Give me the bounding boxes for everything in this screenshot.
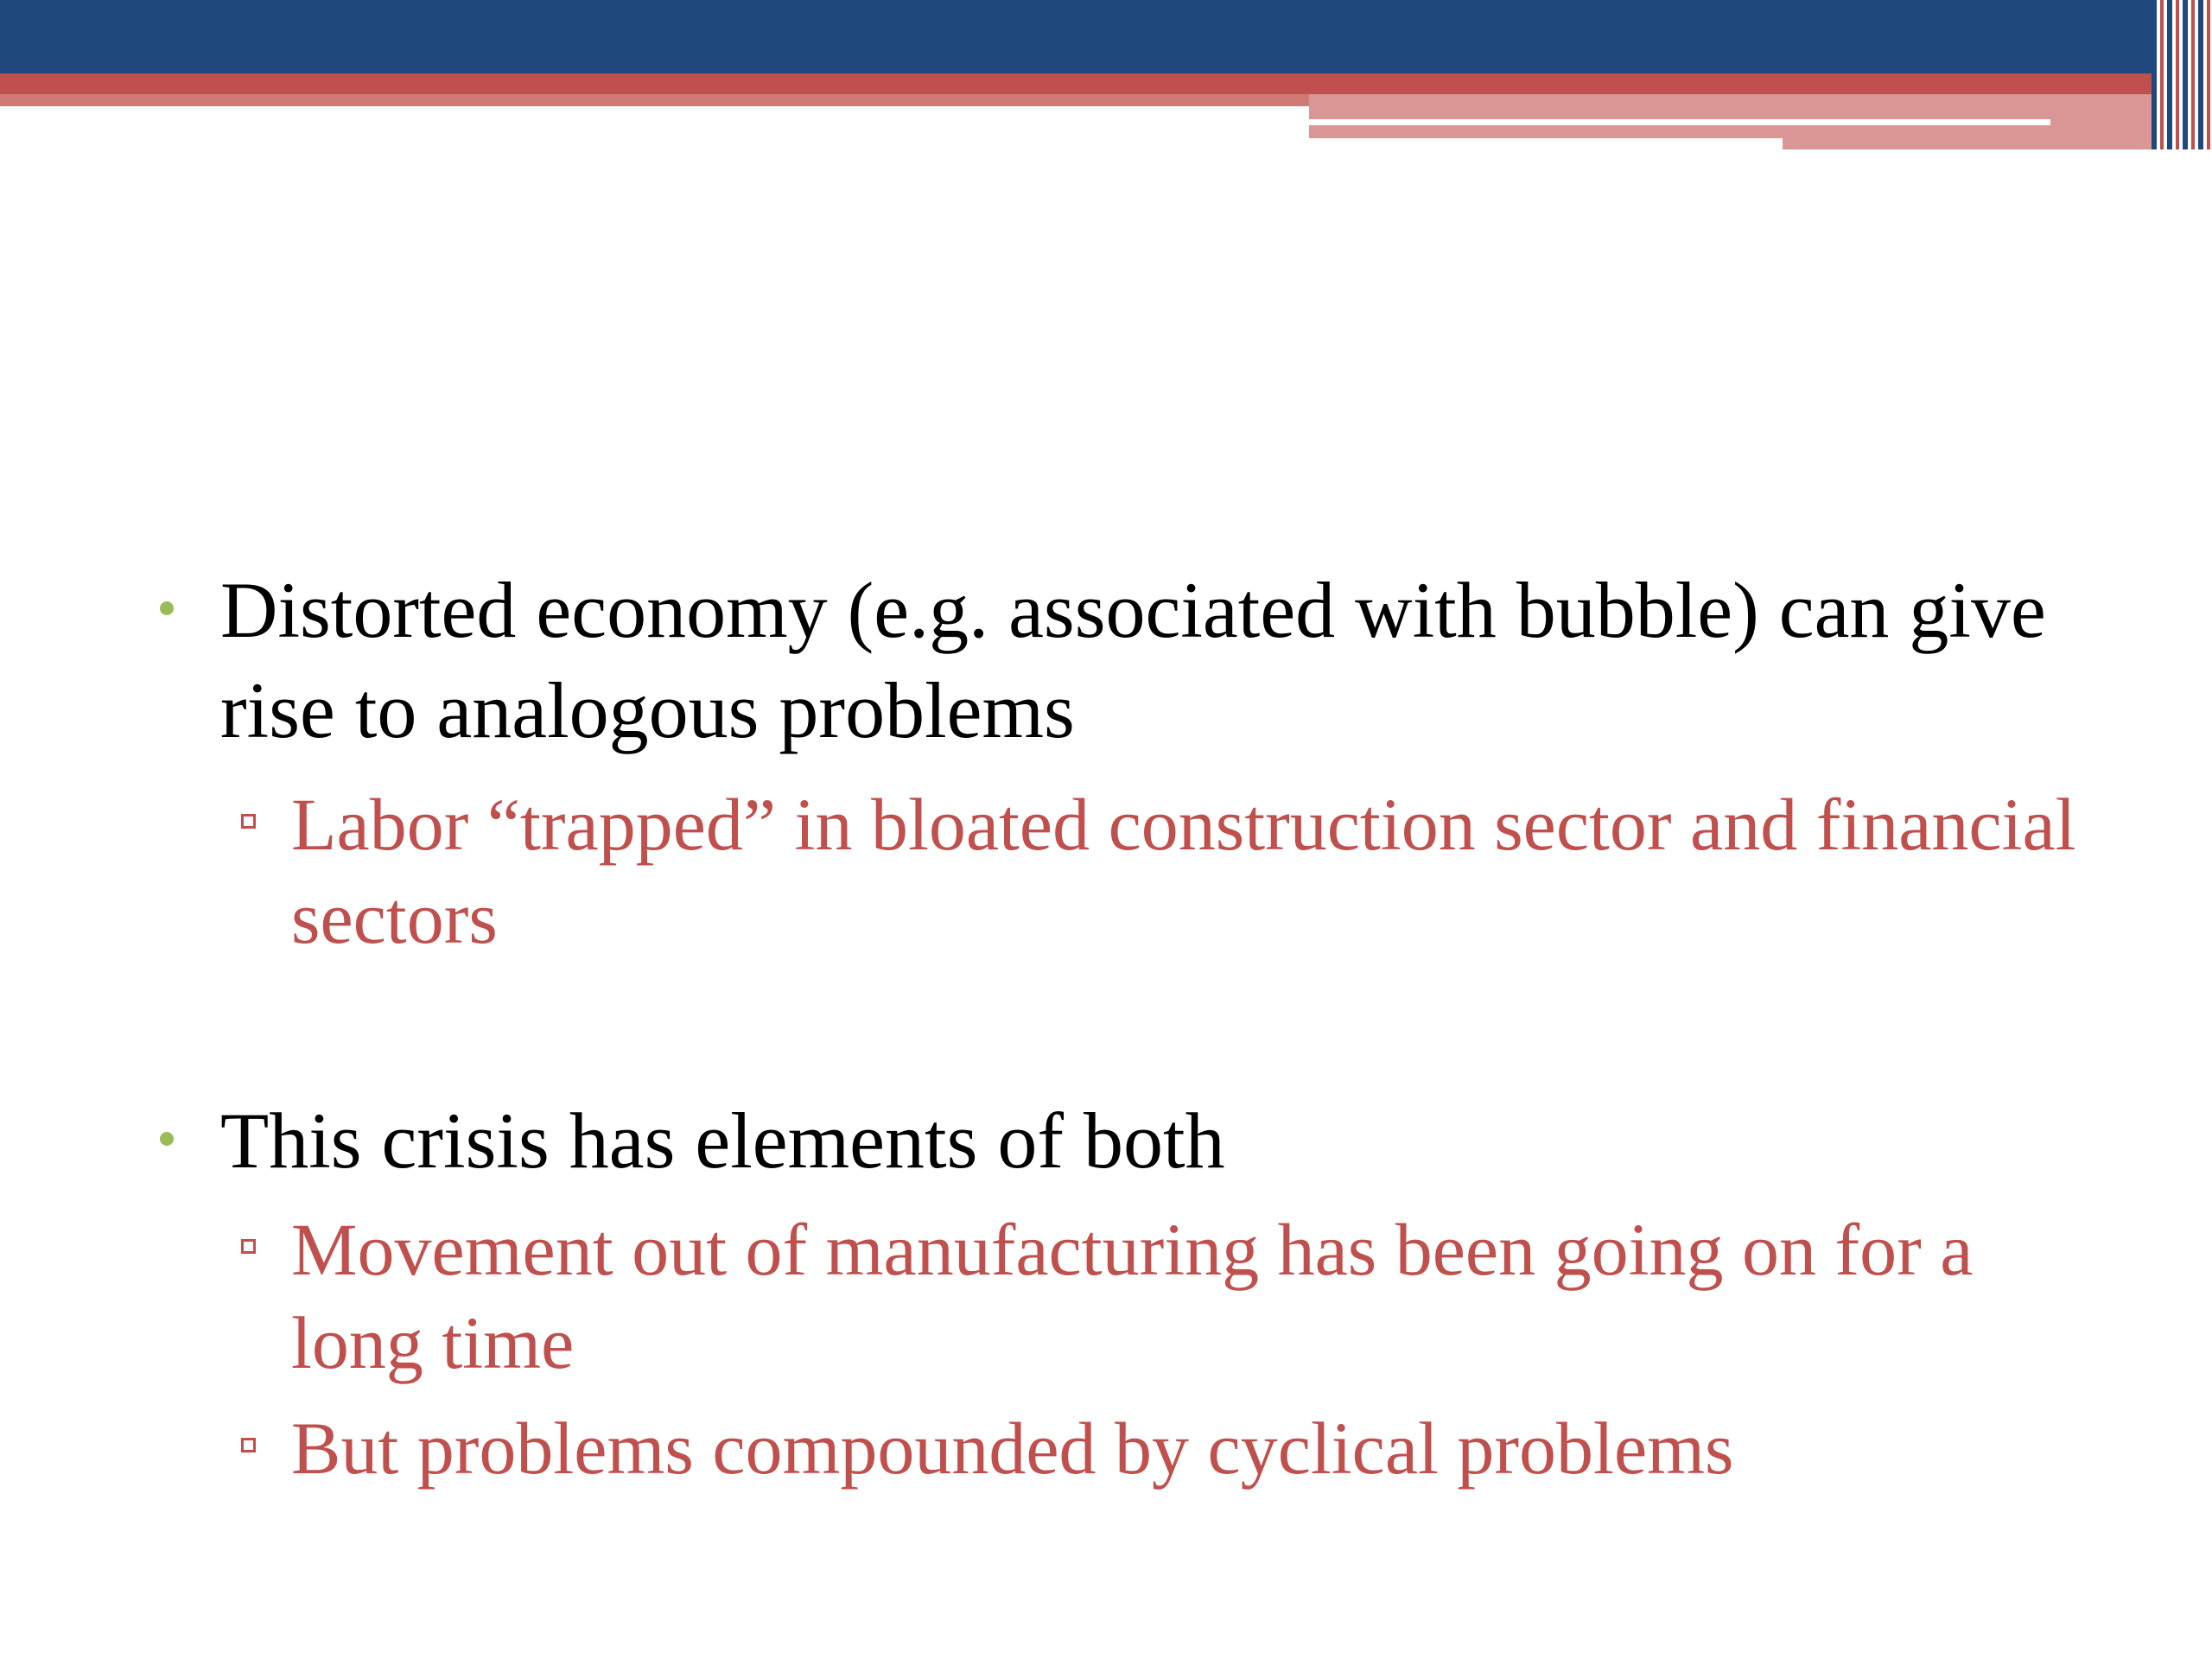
header-right-stripes (2152, 0, 2212, 149)
square-bullet-icon (241, 1438, 256, 1452)
bullet-text: Distorted economy (e.g. associated with bubble) can give rise to analogous problems (220, 566, 2046, 754)
bullet-item (220, 1090, 2104, 1191)
sub-bullet-text: But problems compounded by cyclical problems (291, 1407, 1734, 1490)
sub-bullet-item (291, 1402, 2106, 1495)
square-bullet-icon (241, 814, 256, 829)
header-red-bar (0, 73, 2169, 94)
header-blue-bar (0, 0, 2212, 73)
bullet-text: This crisis has elements of both (220, 1096, 1225, 1185)
sub-bullet-item (291, 778, 2106, 964)
square-bullet-icon (241, 1239, 256, 1254)
green-dot-bullet-icon (160, 1132, 174, 1146)
sub-bullet-text: Labor “trapped” in bloated construction sector and financial sectors (291, 783, 2076, 959)
sub-bullet-text: Movement out of manufacturing has been going on for a long time (291, 1208, 1974, 1384)
sub-bullet-item (291, 1203, 2106, 1389)
bullet-item (220, 560, 2104, 760)
header-white-stripe (1309, 119, 2050, 125)
header-red-thin-bar (0, 94, 1309, 106)
header-white-stripe (1309, 138, 1783, 149)
green-dot-bullet-icon (160, 601, 174, 615)
